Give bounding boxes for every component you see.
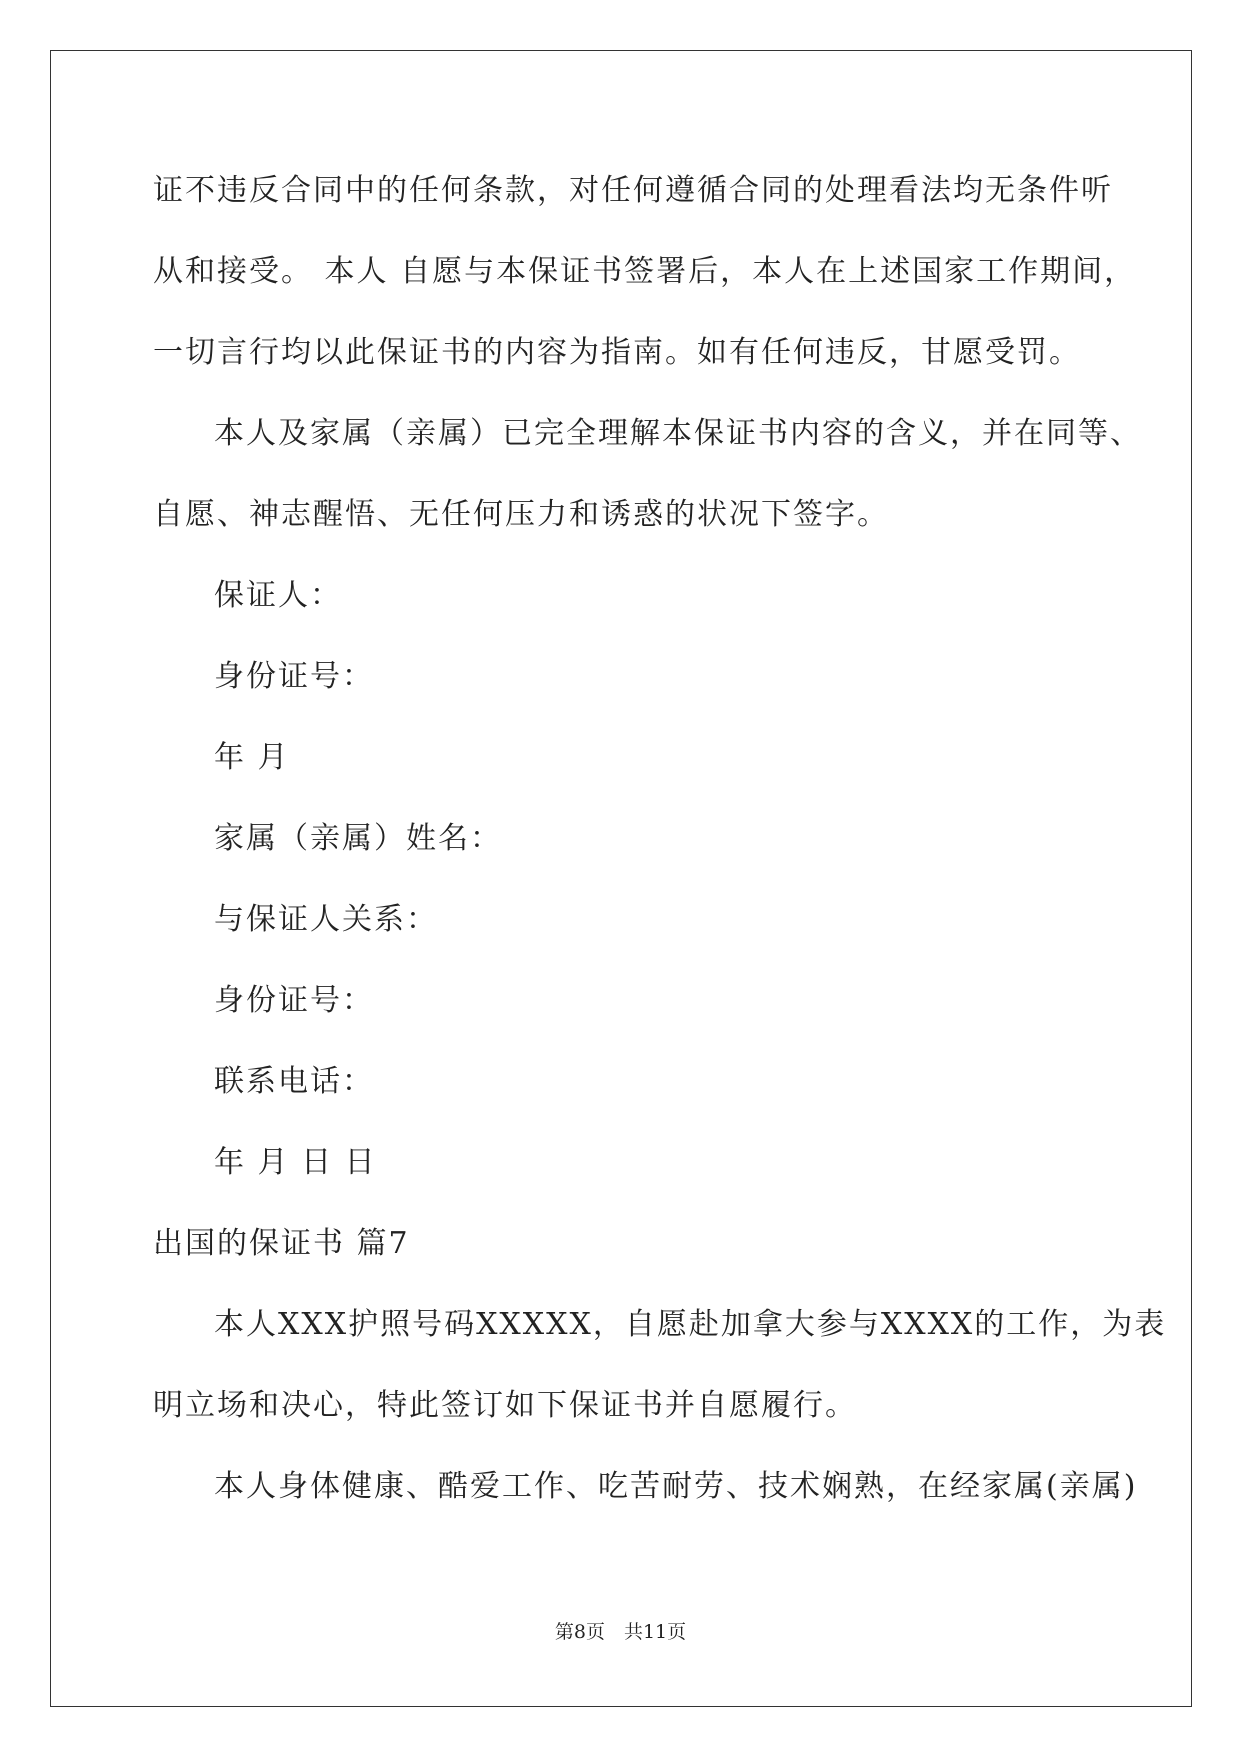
form-label-id-number: 身份证号： — [214, 983, 374, 1018]
body-line: 明立场和决心，特此签订如下保证书并自愿履行。 — [153, 1388, 857, 1423]
body-line: 一切言行均以此保证书的内容为指南。如有任何违反，甘愿受罚。 — [153, 335, 1081, 370]
body-line: 从和接受。 本人 自愿与本保证书签署后，本人在上述国家工作期间， — [153, 254, 1137, 289]
body-line: 本人及家属（亲属）已完全理解本保证书内容的含义，并在同等、 — [214, 416, 1142, 451]
page-number-footer: 第8页 共11页 — [554, 1621, 687, 1643]
form-label-guarantor: 保证人： — [214, 578, 342, 613]
form-label-date: 年 月 — [214, 740, 290, 775]
body-line: 本人XXX护照号码XXXXX，自愿赴加拿大参与XXXX的工作，为表 — [214, 1307, 1167, 1342]
body-line: 本人身体健康、酷爱工作、吃苦耐劳、技术娴熟，在经家属(亲属) — [214, 1469, 1138, 1504]
body-line: 自愿、神志醒悟、无任何压力和诱惑的状况下签字。 — [153, 497, 889, 532]
form-label-id-number: 身份证号： — [214, 659, 374, 694]
form-label-date: 年 月 日 日 — [214, 1145, 377, 1180]
form-label-family-name: 家属（亲属）姓名： — [214, 821, 502, 856]
section-heading: 出国的保证书 篇7 — [153, 1226, 410, 1261]
form-label-relationship: 与保证人关系： — [214, 902, 438, 937]
body-line: 证不违反合同中的任何条款，对任何遵循合同的处理看法均无条件听 — [153, 173, 1113, 208]
form-label-phone: 联系电话： — [214, 1064, 374, 1099]
page-border — [50, 50, 1192, 1707]
